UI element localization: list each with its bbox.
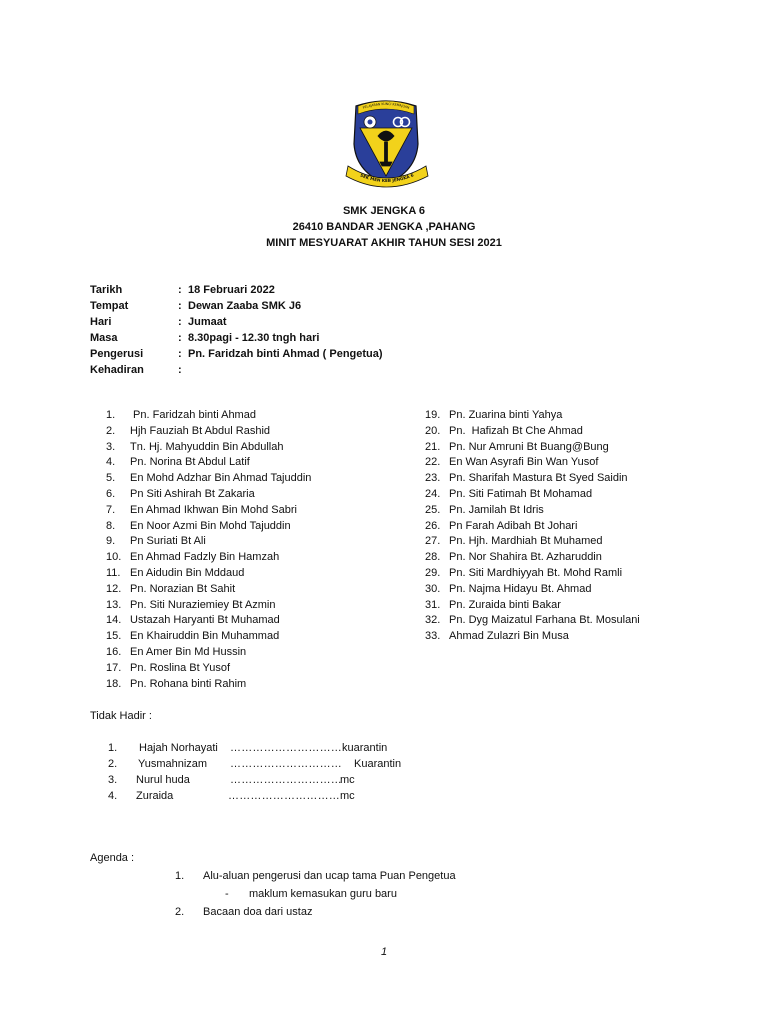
list-item xyxy=(106,613,311,629)
attendee-name: Pn. Norazian Bt Sahit xyxy=(130,582,236,595)
attendee-name: Pn. Dyg Maizatul Farhana Bt. Mosulani xyxy=(449,614,640,627)
meta-value: Pn. Faridzah binti Ahmad ( Pengetua) xyxy=(188,348,383,360)
list-item xyxy=(106,455,311,471)
attendee-name: Pn. Roslina Bt Yusof xyxy=(130,661,231,674)
absence-reason: mc xyxy=(340,790,355,802)
agenda-heading: Agenda : xyxy=(90,852,135,864)
attendee-name: Pn Farah Adibah Bt Johari xyxy=(449,519,578,532)
item-number: 3. xyxy=(106,440,116,453)
list-item xyxy=(425,424,640,440)
item-number: 29. xyxy=(425,566,441,579)
meta-label: Masa xyxy=(90,332,118,344)
meta-value: Jumaat xyxy=(188,316,227,328)
absence-reason: Kuarantin xyxy=(354,758,402,770)
item-number: 19. xyxy=(425,409,441,421)
attendee-name: Pn. Siti Nuraziemiey Bt Azmin xyxy=(130,598,276,611)
attendee-name: Pn. Siti Mardhiyyah Bt. Mohd Ramli xyxy=(449,566,623,579)
meta-label: Hari xyxy=(90,316,112,328)
attendee-name: Pn. Faridzah binti Ahmad xyxy=(130,409,256,421)
absence-reason: kuarantin xyxy=(342,742,388,754)
item-number: 1. xyxy=(175,870,185,882)
list-item xyxy=(106,550,311,566)
list-item xyxy=(425,455,640,471)
item-number: 3. xyxy=(108,774,118,786)
list-item xyxy=(425,613,640,629)
list-item xyxy=(106,424,311,440)
school-address: 26410 BANDAR JENGKA ,PAHANG xyxy=(292,221,476,233)
attendee-name: En Ahmad Fadzly Bin Hamzah xyxy=(130,551,280,564)
item-number: 1. xyxy=(108,742,118,754)
svg-text:PELAJARAN KUNCI KEMAJUAN: PELAJARAN KUNCI KEMAJUAN xyxy=(362,101,410,110)
absentee-name: Hajah Norhayati xyxy=(139,742,218,754)
agenda-item xyxy=(175,903,456,921)
item-number: 27. xyxy=(425,535,441,548)
item-number: 11. xyxy=(106,566,121,579)
meeting-info xyxy=(90,282,383,378)
document-title: MINIT MESYUARAT AKHIR TAHUN SESI 2021 xyxy=(266,237,502,249)
item-number: 26. xyxy=(425,519,441,532)
agenda-subtext: maklum kemasukan guru baru xyxy=(249,888,397,900)
meta-colon: : xyxy=(178,364,182,376)
attendee-name: Tn. Hj. Mahyuddin Bin Abdullah xyxy=(130,440,284,453)
attendee-name: En Ahmad Ikhwan Bin Mohd Sabri xyxy=(130,503,297,516)
item-number: 13. xyxy=(106,598,122,611)
attendance-list-left xyxy=(106,408,311,692)
attendee-name: Ustazah Haryanti Bt Muhamad xyxy=(130,614,280,627)
list-item xyxy=(425,487,640,503)
item-number: 7. xyxy=(106,503,116,516)
item-number: 30. xyxy=(425,582,441,595)
attendee-name: En Amer Bin Md Hussin xyxy=(130,645,247,658)
item-number: 2. xyxy=(108,758,118,770)
meta-row-time xyxy=(90,330,383,346)
svg-text:SEK MEN KEB JENGKA 6: SEK MEN KEB JENGKA 6 xyxy=(359,172,415,184)
absentee-name: Yusmahnizam xyxy=(138,758,208,770)
item-number: 9. xyxy=(106,535,116,548)
attendee-name: Pn Suriati Bt Ali xyxy=(130,535,206,548)
list-item xyxy=(425,598,640,614)
dot-leader: ………………………… xyxy=(230,774,342,786)
attendee-name: Pn. Zuarina binti Yahya xyxy=(449,409,563,421)
gear-emblem xyxy=(364,116,376,128)
item-number: 25. xyxy=(425,503,441,516)
meta-colon: : xyxy=(178,332,182,344)
item-number: 8. xyxy=(106,519,116,532)
item-number: 33. xyxy=(425,630,441,643)
agenda-subitem xyxy=(175,885,456,903)
meta-colon: : xyxy=(178,316,182,328)
list-item xyxy=(425,471,640,487)
meta-row-date xyxy=(90,282,383,298)
item-number: 17. xyxy=(106,661,122,674)
list-item xyxy=(425,519,640,535)
attendee-name: Pn. Sharifah Mastura Bt Syed Saidin xyxy=(449,472,628,485)
meta-value: Dewan Zaaba SMK J6 xyxy=(188,300,302,312)
agenda-text: Bacaan doa dari ustaz xyxy=(203,906,313,918)
list-item xyxy=(425,566,640,582)
attendance-list-right xyxy=(425,408,640,645)
dot-leader: ………………………… xyxy=(228,790,340,802)
agenda-text: Alu-aluan pengerusi dan ucap tama Puan Pengetua xyxy=(203,870,456,882)
list-item xyxy=(106,519,311,535)
item-number: 23. xyxy=(425,472,441,485)
list-item xyxy=(106,677,311,693)
meta-colon: : xyxy=(178,348,182,360)
absence-reason: mc xyxy=(340,774,355,786)
meta-colon: : xyxy=(178,300,182,312)
dot-leader: ………………………… xyxy=(230,758,342,770)
attendee-name: En Khairuddin Bin Muhammad xyxy=(130,630,280,643)
list-item xyxy=(106,503,311,519)
item-number: 5. xyxy=(106,472,116,485)
attendee-name: Pn. Zuraida binti Bakar xyxy=(449,598,561,611)
meta-value: 8.30pagi - 12.30 tngh hari xyxy=(188,332,320,344)
item-number: 12. xyxy=(106,582,122,595)
list-item xyxy=(425,534,640,550)
item-number: 32. xyxy=(425,614,441,627)
item-number: 4. xyxy=(108,790,118,802)
attendee-name: Ahmad Zulazri Bin Musa xyxy=(449,630,569,643)
attendee-name: Pn. Jamilah Bt Idris xyxy=(449,503,544,516)
attendee-name: En Aidudin Bin Mddaud xyxy=(130,566,245,579)
list-item xyxy=(425,550,640,566)
list-item xyxy=(106,566,311,582)
list-item xyxy=(106,629,311,645)
item-number: 2. xyxy=(175,906,185,918)
list-item xyxy=(106,440,311,456)
meta-row-day xyxy=(90,314,383,330)
meta-row-venue xyxy=(90,298,383,314)
list-item xyxy=(106,598,311,614)
meta-label: Pengerusi xyxy=(90,348,144,360)
item-number: 21. xyxy=(425,440,441,453)
item-number: 2. xyxy=(106,424,116,437)
meta-row-chairperson xyxy=(90,346,383,362)
list-item xyxy=(425,503,640,519)
list-item xyxy=(425,440,640,456)
list-item xyxy=(106,471,311,487)
page-number: 1 xyxy=(380,946,388,958)
agenda-item xyxy=(175,867,456,885)
absent-heading: Tidak Hadir : xyxy=(90,710,152,722)
list-item xyxy=(106,661,311,677)
absentee-name: Nurul huda xyxy=(136,774,190,786)
meta-value: 18 Februari 2022 xyxy=(188,284,275,296)
list-item xyxy=(425,582,640,598)
list-item xyxy=(425,408,640,424)
list-item xyxy=(106,645,311,661)
meta-label: Tarikh xyxy=(90,284,123,296)
item-number: 20. xyxy=(425,424,441,437)
item-number: 6. xyxy=(106,487,116,500)
attendee-name: En Noor Azmi Bin Mohd Tajuddin xyxy=(130,519,291,532)
attendee-name: Pn. Hjh. Mardhiah Bt Muhamed xyxy=(449,535,603,548)
list-item xyxy=(106,582,311,598)
item-number: 16. xyxy=(106,645,122,658)
item-number: 15. xyxy=(106,630,122,643)
agenda-list xyxy=(175,867,456,921)
item-number: 4. xyxy=(106,456,116,469)
item-number: 31. xyxy=(425,598,441,611)
attendee-name: Pn. Siti Fatimah Bt Mohamad xyxy=(449,487,593,500)
item-number: 18. xyxy=(106,677,122,690)
item-number: 1. xyxy=(106,409,116,421)
list-item xyxy=(106,408,311,424)
attendee-name: Pn. Najma Hidayu Bt. Ahmad xyxy=(449,582,592,595)
attendee-name: Pn. Hafizah Bt Che Ahmad xyxy=(449,424,583,437)
attendee-name: Pn. Nur Amruni Bt Buang@Bung xyxy=(449,440,609,453)
list-item xyxy=(106,487,311,503)
item-number: 28. xyxy=(425,551,441,564)
item-number: 22. xyxy=(425,456,441,469)
meta-row-attendance xyxy=(90,362,383,378)
list-item xyxy=(425,629,640,645)
dot-leader: ………………………… xyxy=(230,742,342,754)
item-number: 24. xyxy=(425,487,441,500)
document-header xyxy=(0,203,768,251)
attendee-name: Pn. Nor Shahira Bt. Azharuddin xyxy=(449,551,602,564)
item-number: 14. xyxy=(106,614,122,627)
item-number: 10. xyxy=(106,551,122,564)
attendee-name: En Wan Asyrafi Bin Wan Yusof xyxy=(449,456,599,469)
absentee-name: Zuraida xyxy=(136,790,174,802)
meta-label: Kehadiran xyxy=(90,364,144,376)
meta-colon: : xyxy=(178,284,182,296)
school-name: SMK JENGKA 6 xyxy=(342,205,426,217)
attendee-name: Pn Siti Ashirah Bt Zakaria xyxy=(130,487,255,500)
list-item xyxy=(106,534,311,550)
meta-label: Tempat xyxy=(90,300,129,312)
attendee-name: Hjh Fauziah Bt Abdul Rashid xyxy=(130,424,271,437)
attendee-name: Pn. Norina Bt Abdul Latif xyxy=(130,456,250,469)
attendee-name: Pn. Rohana binti Rahim xyxy=(130,677,247,690)
school-crest-logo xyxy=(336,92,436,192)
bullet-dash: - xyxy=(225,888,229,900)
attendee-name: En Mohd Adzhar Bin Ahmad Tajuddin xyxy=(130,472,312,485)
